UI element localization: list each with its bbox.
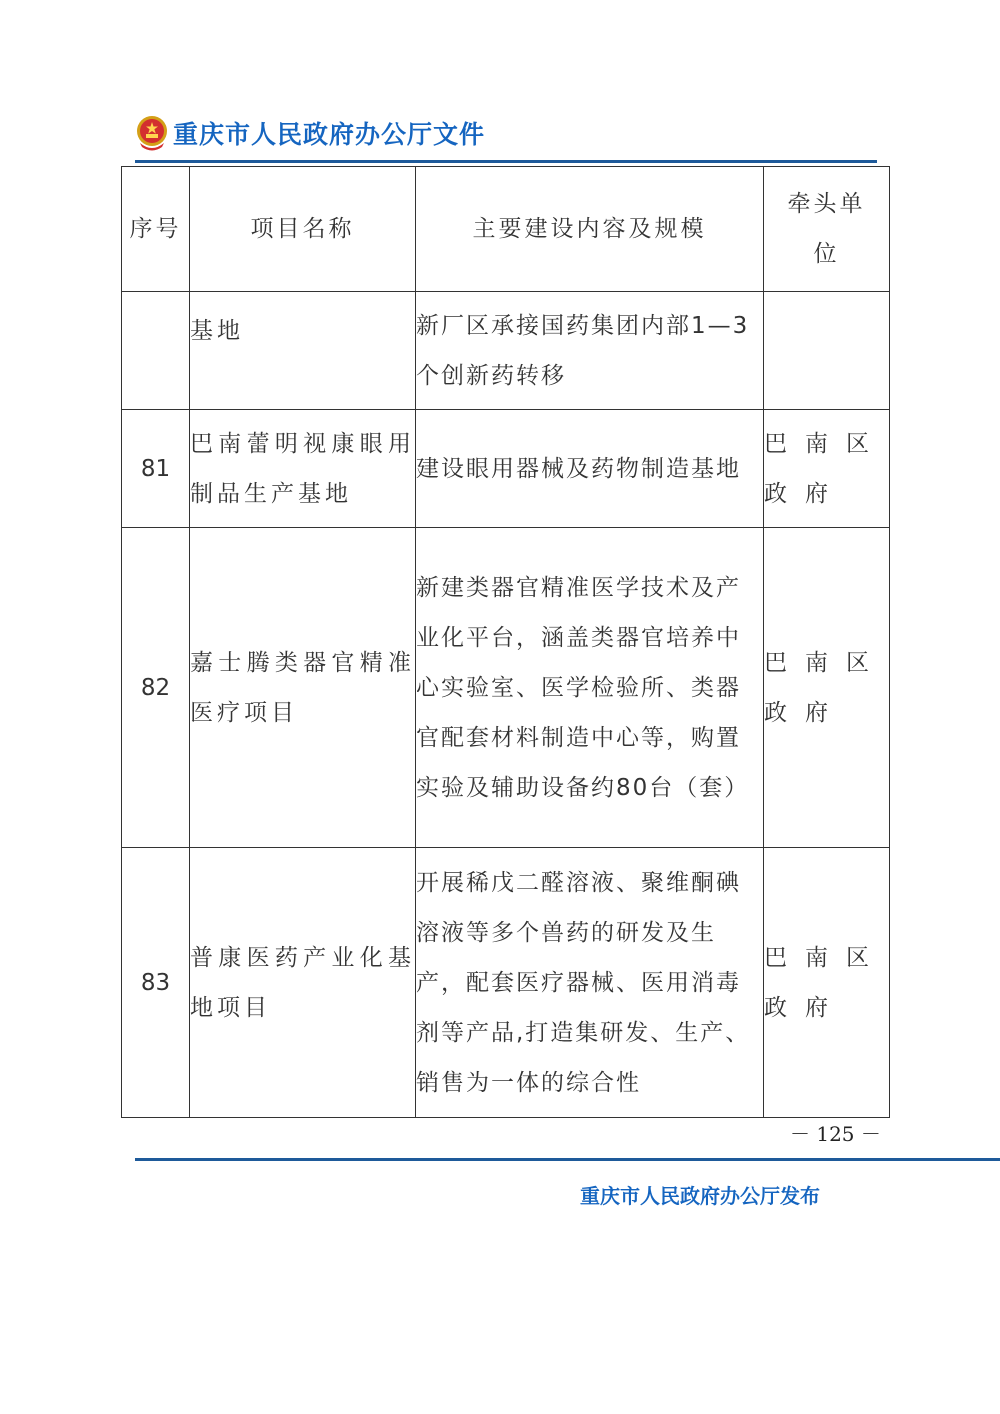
header-unit-text: 牵头单位 xyxy=(787,191,866,267)
row-unit xyxy=(764,848,890,1118)
row-seq xyxy=(122,292,190,410)
row-seq: 82 xyxy=(122,528,190,848)
footer-divider xyxy=(135,1158,1000,1161)
row-seq: 81 xyxy=(122,410,190,528)
row-name xyxy=(190,410,416,528)
header-seq: 序号 xyxy=(122,167,190,292)
header-divider xyxy=(135,160,877,163)
table-row xyxy=(122,292,890,410)
row-content-text: 新厂区承接国药集团内部1—3个创新药转移 xyxy=(416,312,750,389)
row-name-text: 嘉士腾类器官精准医疗项目 xyxy=(190,649,415,726)
row-unit xyxy=(764,528,890,848)
row-name xyxy=(190,528,416,848)
row-content-text: 新建类器官精准医学技术及产业化平台，涵盖类器官培养中心实验室、医学检验所、类器官配套材料制造中心等，购置实验及辅助设备约80台（套） xyxy=(416,574,750,801)
table-row xyxy=(122,410,890,528)
row-content-text: 开展稀戊二醛溶液、聚维酮碘溶液等多个兽药的研发及生产，配套医疗器械、医用消毒剂等产品,打造集研发、生产、销售为一体的综合性 xyxy=(416,869,751,1096)
row-unit xyxy=(764,410,890,528)
row-name-text: 基地 xyxy=(190,318,244,344)
page-number: － 125 － xyxy=(790,1122,881,1146)
document-header xyxy=(135,108,485,158)
row-name-text: 巴南蕾明视康眼用制品生产基地 xyxy=(190,430,415,507)
row-content xyxy=(416,292,764,410)
table-header-row xyxy=(122,167,890,292)
row-unit xyxy=(764,292,890,410)
national-emblem-icon xyxy=(135,113,169,153)
header-content: 主要建设内容及规模 xyxy=(416,167,764,292)
row-content xyxy=(416,528,764,848)
row-unit-text: 巴南区政府 xyxy=(764,649,887,726)
table-row xyxy=(122,528,890,848)
row-name xyxy=(190,292,416,410)
table-row xyxy=(122,848,890,1118)
header-title: 重庆市人民政府办公厅文件 xyxy=(173,120,486,149)
row-name xyxy=(190,848,416,1118)
row-name-text: 普康医药产业化基地项目 xyxy=(190,944,415,1021)
footer-publisher: 重庆市人民政府办公厅发布 xyxy=(580,1184,820,1208)
row-seq: 83 xyxy=(122,848,190,1118)
header-name: 项目名称 xyxy=(190,167,416,292)
project-table xyxy=(121,166,890,1118)
row-content xyxy=(416,410,764,528)
row-content xyxy=(416,848,764,1118)
row-content-text: 建设眼用器械及药物制造基地 xyxy=(416,455,741,482)
row-unit-text: 巴南区政府 xyxy=(764,944,887,1021)
row-unit-text: 巴南区政府 xyxy=(764,430,887,507)
header-unit xyxy=(764,167,890,292)
